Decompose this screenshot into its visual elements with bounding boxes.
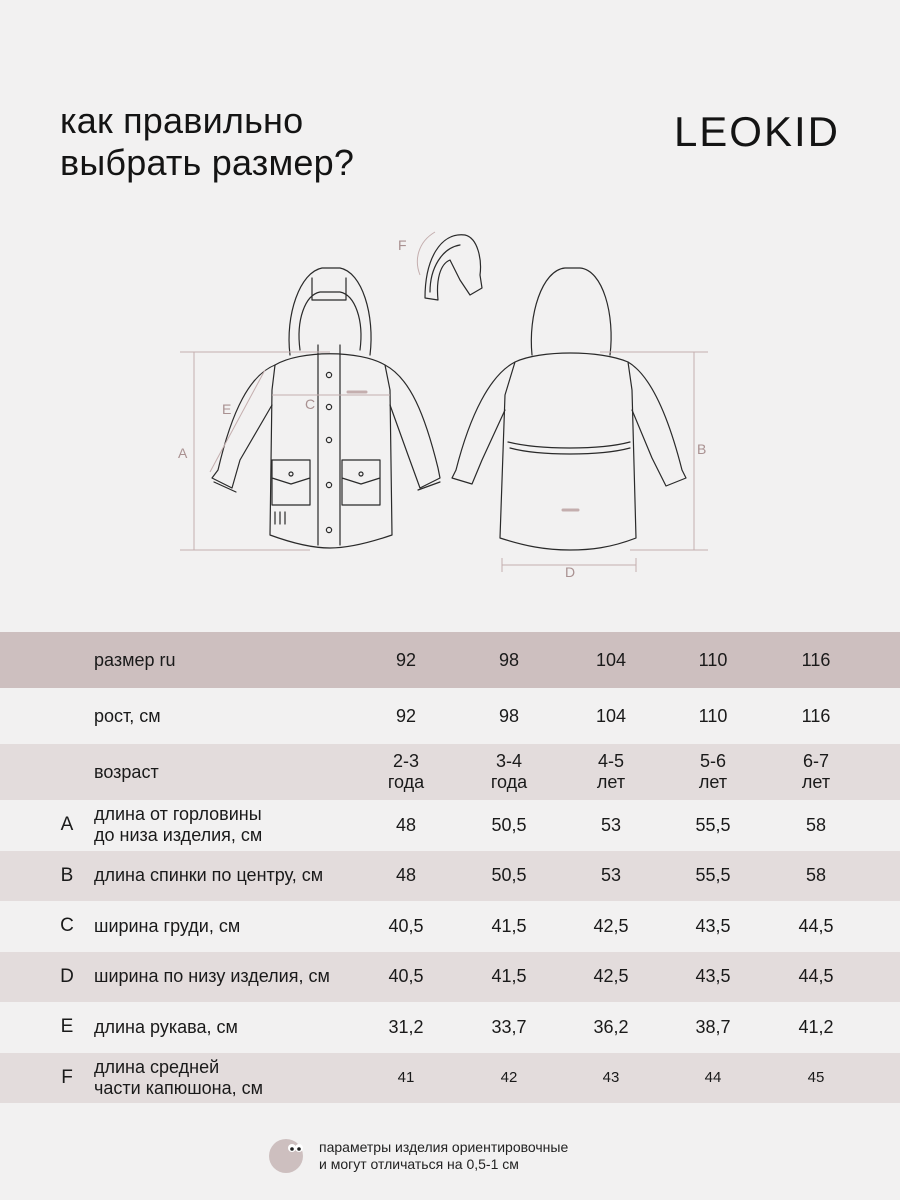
row-label: длина от горловины до низа изделия, см: [94, 804, 263, 846]
table-row: [0, 952, 900, 1003]
table-row: [0, 744, 900, 800]
table-cell: 41,5: [491, 966, 527, 987]
table-cell: 92: [395, 705, 417, 726]
table-cell: 50,5: [491, 814, 527, 835]
table-cell: 2-3 года: [387, 751, 425, 792]
table-cell: 116: [801, 705, 831, 726]
table-cell: 58: [805, 865, 827, 886]
header-cell: 98: [498, 649, 520, 670]
table-cell: 44: [704, 1069, 722, 1087]
table-cell: 42,5: [593, 915, 629, 936]
table-cell: 50,5: [491, 865, 527, 886]
table-cell: 53: [600, 865, 622, 886]
table-row: [0, 851, 900, 902]
table-cell: 33,7: [491, 1016, 527, 1037]
table-row: [0, 1002, 900, 1053]
row-label: ширина по низу изделия, см: [94, 966, 330, 987]
table-cell: 6-7 лет: [801, 751, 831, 792]
table-header-row: [0, 632, 900, 688]
label-F: F: [398, 237, 407, 253]
label-D: D: [565, 564, 576, 580]
hood-detail-drawing: [425, 235, 482, 300]
back-jacket-drawing: [452, 268, 686, 550]
table-row: [0, 1053, 900, 1104]
table-cell: 44,5: [798, 966, 834, 987]
row-letter: A: [60, 814, 74, 836]
row-label: длина спинки по центру, см: [94, 865, 324, 886]
header-cell: 92: [395, 649, 417, 670]
table-cell: 55,5: [695, 865, 731, 886]
header-label: размер ru: [94, 649, 176, 670]
table-cell: 41: [397, 1069, 415, 1087]
label-B: B: [697, 441, 707, 457]
measure-line-A: [180, 352, 330, 550]
header-cell: 116: [801, 649, 831, 670]
table-cell: 43,5: [695, 915, 731, 936]
table-cell: 48: [395, 814, 417, 835]
label-E: E: [222, 401, 232, 417]
table-cell: 44,5: [798, 915, 834, 936]
table-cell: 42,5: [593, 966, 629, 987]
row-label: длина средней части капюшона, см: [94, 1056, 263, 1098]
label-A: A: [178, 445, 188, 461]
row-label: рост, см: [94, 705, 161, 726]
table-cell: 53: [600, 814, 622, 835]
table-cell: 104: [595, 705, 627, 726]
table-row: [0, 800, 900, 851]
table-cell: 110: [698, 705, 728, 726]
table-cell: 58: [805, 814, 827, 835]
table-cell: 38,7: [695, 1016, 731, 1037]
row-label: длина рукава, см: [94, 1016, 238, 1037]
brand-logo: LEOKID: [673, 108, 840, 155]
row-letter: B: [60, 864, 74, 886]
measure-line-E: [210, 370, 265, 472]
table-cell: 45: [807, 1069, 825, 1087]
table-cell: 40,5: [388, 966, 424, 987]
row-label: возраст: [94, 761, 159, 782]
size-table: [0, 632, 900, 1103]
row-label: ширина груди, см: [94, 915, 241, 936]
header-cell: 104: [595, 649, 627, 670]
table-cell: 3-4 года: [490, 751, 528, 792]
note-text: параметры изделия ориентировочные и могут отличаться на 0,5-1 см: [319, 1139, 569, 1172]
table-cell: 5-6 лет: [698, 751, 728, 792]
table-row: [0, 901, 900, 952]
table-cell: 4-5 лет: [596, 751, 626, 792]
row-letter: E: [60, 1016, 74, 1038]
table-cell: 48: [395, 865, 417, 886]
jacket-diagram: [0, 220, 900, 590]
label-C: C: [305, 396, 316, 412]
table-cell: 98: [498, 705, 520, 726]
header-cell: 110: [698, 649, 728, 670]
table-row: [0, 688, 900, 744]
table-cell: 43,5: [695, 966, 731, 987]
table-cell: 43: [602, 1069, 620, 1087]
row-letter: C: [60, 915, 74, 937]
table-cell: 41,2: [798, 1016, 834, 1037]
table-cell: 31,2: [388, 1016, 424, 1037]
table-cell: 42: [500, 1069, 518, 1087]
page-title: как правильно выбрать размер?: [60, 100, 355, 183]
mascot-icon: [268, 1138, 304, 1174]
table-cell: 36,2: [593, 1016, 629, 1037]
disclaimer-note: [268, 1138, 568, 1174]
table-cell: 55,5: [695, 814, 731, 835]
front-jacket-drawing: [212, 268, 440, 548]
row-letter: D: [60, 965, 74, 987]
row-letter: F: [61, 1066, 73, 1088]
table-cell: 40,5: [388, 915, 424, 936]
measure-line-F: [417, 232, 435, 275]
table-cell: 41,5: [491, 915, 527, 936]
